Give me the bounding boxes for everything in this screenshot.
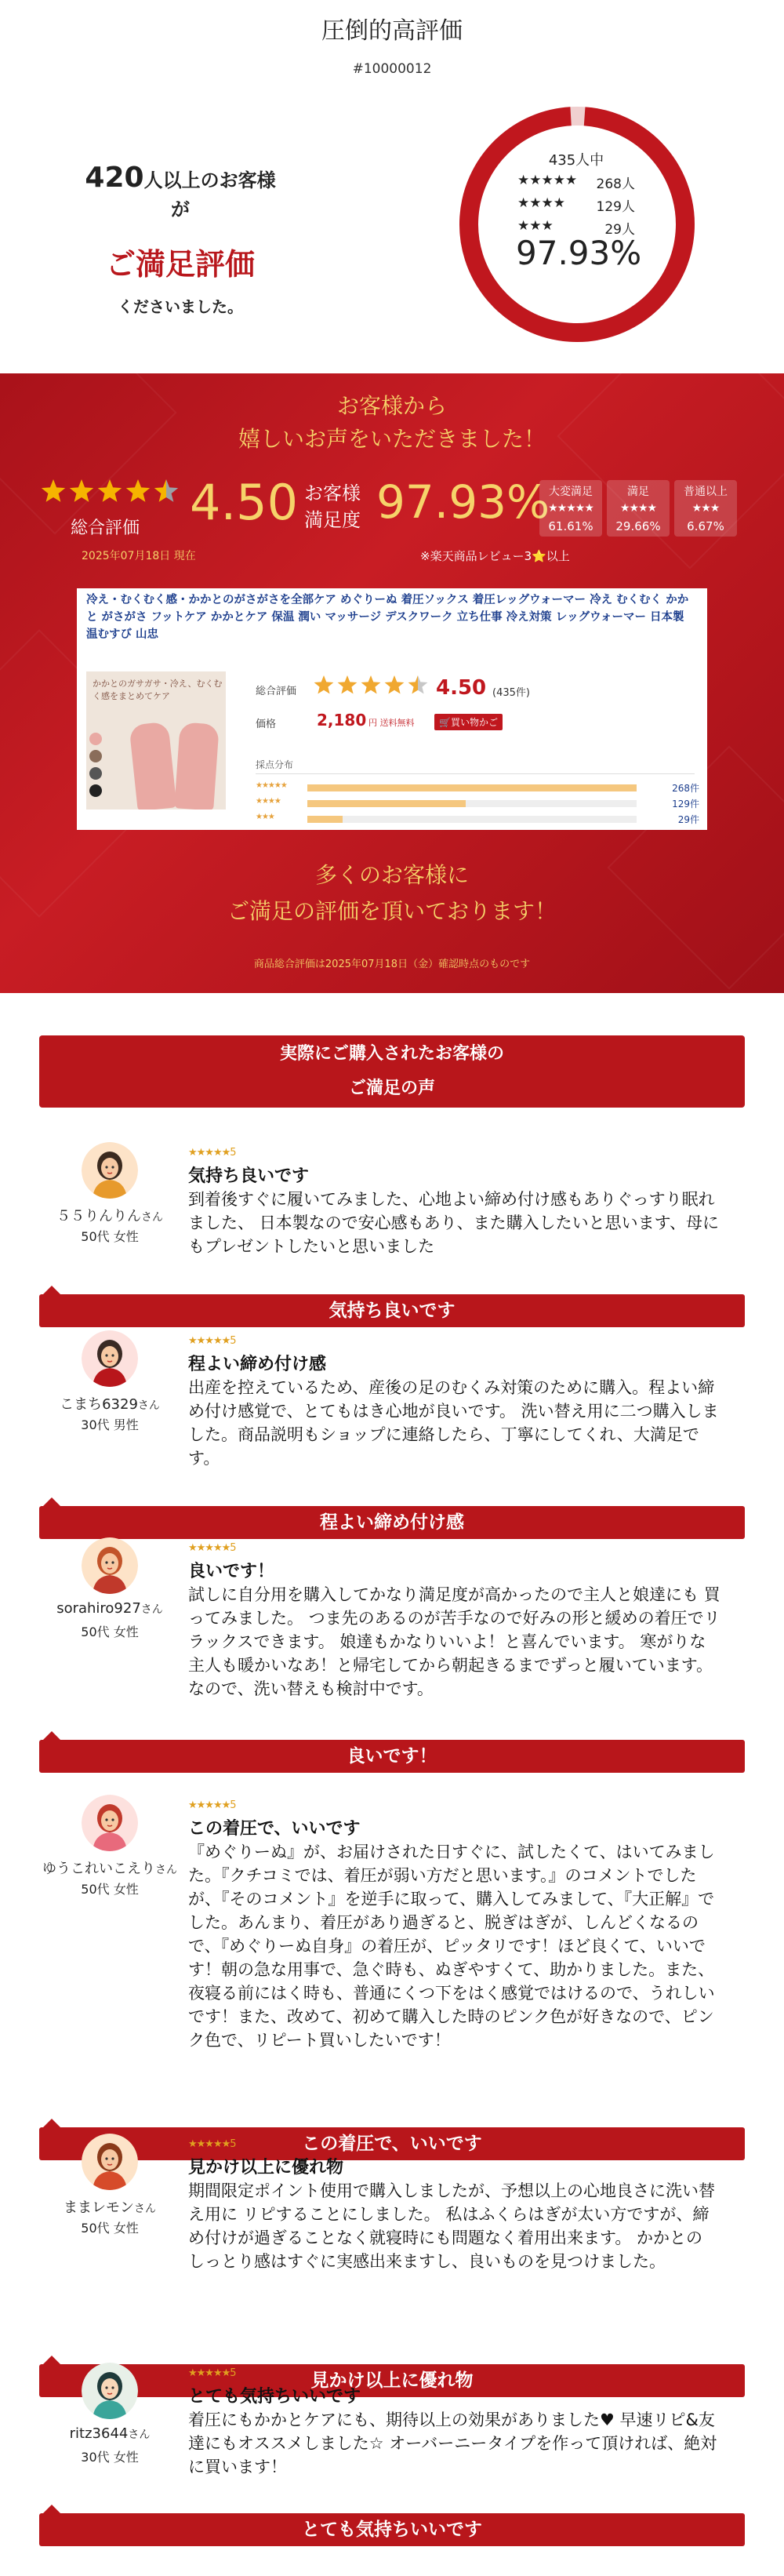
distribution-row-3[interactable]: [256, 813, 699, 825]
distribution-stars: ★★★★: [256, 797, 281, 806]
reviewer-avatar: [82, 1795, 138, 1851]
reviewer-name: [31, 2196, 188, 2217]
overall-stars: [41, 478, 182, 505]
closing-heading-2: ご満足の評価を頂いております！: [227, 898, 557, 924]
reviewer-avatar: [82, 1142, 138, 1199]
review-score: 5: [230, 2138, 236, 2150]
review-title-banner: 見かけ以上に優れ物: [39, 2364, 745, 2397]
review-stars-glyphs: ★★★★★: [188, 2367, 230, 2379]
lead-block: [78, 162, 282, 317]
product-sku: #10000012: [352, 61, 432, 77]
donut-legend: [516, 149, 642, 272]
color-swatch: [89, 750, 102, 762]
donut-row-count: 29人: [604, 222, 635, 238]
reviewer-age: 50代 女性: [81, 1882, 139, 1897]
card-rating-score: 4.50: [436, 676, 487, 700]
review-body: 試しに自分用を購入してかなり満足度が高かったので主人と娘達にも 買ってみました。 つま先のあるのが苦手なので好みの形と緩めの着圧でリラックスできます。 娘達もかなりいいよ！と喜んでいます。 寒がりな主人も暖かいなあ！と帰宅してから朝起きるまでずっと履いています。 なので、洗い替えも検討中です。: [188, 1585, 720, 1698]
reviewer-name: [31, 1857, 188, 1878]
star-icon: [98, 479, 122, 502]
distribution-count[interactable]: 268件: [672, 783, 699, 794]
donut-total-label: 435人中: [548, 152, 604, 169]
reviewer-name-text: ５５りんりん: [56, 1208, 141, 1224]
donut-percent: 97.93%: [516, 234, 642, 272]
distribution-bar: [307, 800, 466, 807]
lead-count-suffix: 人以上のお客様が: [143, 169, 276, 220]
review-stars: [188, 1335, 236, 1347]
badge-percent: 61.61%: [548, 519, 593, 533]
card-price-unit: 円 送料無料: [368, 718, 415, 728]
review-stars-glyphs: ★★★★★: [188, 1335, 230, 1347]
star-icon: [385, 675, 405, 694]
distribution-stars: ★★★★★: [256, 781, 287, 790]
reviewer-name-text: ゆうこれいこえり: [42, 1861, 155, 1877]
avatar-icon: [82, 2134, 138, 2190]
overall-date: 2025年07月18日 現在: [82, 550, 196, 562]
review-title: 程よい締め付け感: [188, 1355, 327, 1374]
rating-badges: [539, 480, 737, 537]
review-title: 気持ち良いです: [188, 1166, 310, 1186]
avatar-icon: [82, 2363, 138, 2419]
star-icon: [314, 675, 334, 694]
donut-row-count: 268人: [596, 176, 635, 192]
distribution-stars: ★★★: [256, 813, 274, 821]
overall-label: 総合評価: [71, 518, 140, 538]
donut-row-4: [517, 195, 635, 215]
satisfaction-note: ※楽天商品レビュー3⭐以上: [420, 549, 570, 563]
badge-stars: ★★★★★: [548, 502, 593, 515]
distribution-count[interactable]: 29件: [677, 814, 699, 825]
distribution-bar: [307, 816, 343, 823]
color-swatch: [89, 784, 102, 797]
review-body: 期間限定ポイント使用で購入しましたが、予想以上の心地良さに洗い替え用に リピすることにしました。 私はふくらはぎが太い方ですが、締め付けが過ぎることなく就寝時にも問題なく着用出来ます。 かかとの しっとり感はすぐに実感出来ますし、良いものを見つけました。: [188, 2181, 715, 2271]
review-score: 5: [230, 1799, 236, 1811]
reviewer-avatar: [82, 1330, 138, 1387]
reviewer-name-suffix: さん: [137, 1399, 160, 1412]
review-stars: [188, 1147, 236, 1159]
distribution-track: [307, 816, 637, 823]
reviewer-age: 30代 男性: [81, 1417, 139, 1432]
page-title: 圧倒的高評価: [321, 17, 463, 45]
satisfaction-label-2: 満足度: [304, 509, 361, 531]
review-title: 見かけ以上に優れ物: [188, 2158, 344, 2178]
reviewer-age: 50代 女性: [81, 1625, 139, 1639]
distribution-row-4[interactable]: [256, 797, 699, 810]
lead-headline: ご満足評価: [105, 247, 255, 282]
distribution-row-5[interactable]: [256, 781, 699, 794]
donut-row-count: 129人: [596, 199, 635, 215]
star-icon: [154, 479, 178, 502]
card-distribution-label: 採点分布: [256, 759, 294, 770]
review-title: とても気持ちいいです: [188, 2387, 361, 2407]
card-divider: [256, 773, 695, 774]
reviewer-name: [31, 1600, 188, 1617]
distribution-track: [307, 800, 637, 807]
avatar-icon: [82, 1537, 138, 1594]
color-swatch: [89, 767, 102, 780]
badge-satisfied: [607, 480, 670, 537]
badge-stars: ★★★: [691, 502, 720, 515]
avatar-icon: [82, 1795, 138, 1851]
add-to-cart-label: 買い物かご: [450, 717, 498, 728]
review-body: 『めぐりーぬ』が、お届けされた日すぐに、試したくて、はいてみました。『クチコミでは、着圧が弱い方だと思います。』のコメントでしたが、『そのコメント』を逆手に取って、購入してみまして、『大正解』でした。あんまり、着圧があり過ぎると、脱ぎはぎが、しんどくなるので、『めぐりーぬ自身』の着圧が、ピッタリです！ほど良くて、いいです！朝の急な用事で、急ぐ時も、ぬぎやすくて、助かりました。また、夜寝る前にはく時も、普通にくつ下をはく感覚ではけるので、うれしいです！また、改めて、初めて購入した時のピンク色が好きなので、ピンク色で、リピート買いしたいです！: [188, 1843, 715, 2050]
review-stars-glyphs: ★★★★★: [188, 2138, 230, 2150]
review-title-banner: 気持ち良いです: [39, 1294, 745, 1327]
review-title-banner: この着圧で、いいです: [39, 2127, 745, 2160]
badge-above-average: [674, 480, 737, 537]
reviewer-age: 50代 女性: [81, 2221, 139, 2236]
product-leg-illustration: [129, 722, 176, 810]
distribution-bar: [307, 784, 637, 791]
cart-icon: 🛒: [439, 717, 451, 728]
review-title: この着圧で、いいです: [188, 1819, 361, 1839]
card-review-count[interactable]: (435件): [492, 687, 530, 699]
reviewer-name-suffix: さん: [134, 2203, 156, 2215]
review-score: 5: [230, 1542, 236, 1554]
lead-count-line: [78, 162, 282, 221]
star-icon: [361, 675, 381, 694]
reviewer-name-text: こまち6329: [60, 1396, 138, 1413]
reviewer-name: [31, 1393, 188, 1414]
add-to-cart-button[interactable]: [434, 714, 503, 730]
closing-heading-1: 多くのお客様に: [314, 862, 469, 888]
review-title-banner: 良いです！: [39, 1740, 745, 1773]
badge-percent: 29.66%: [615, 519, 661, 533]
review-stars-glyphs: ★★★★★: [188, 1799, 230, 1811]
lead-count: 420: [85, 162, 144, 194]
review-stars-glyphs: ★★★★★: [188, 1542, 230, 1554]
product-image[interactable]: [86, 671, 226, 810]
voices-banner-line-1: 実際にご購入されたお客様の: [279, 1044, 504, 1064]
product-image-caption: かかとのガサガサ・冷え、むくむく感をまとめてケア: [93, 679, 223, 701]
reviewer-age: 50代 女性: [81, 1229, 139, 1244]
product-review-card: [77, 588, 707, 830]
review-title-banner: とても気持ちいいです: [39, 2513, 745, 2546]
satisfaction-label: [304, 480, 361, 533]
card-price: 2,180: [317, 711, 367, 730]
card-price-label: 価格: [256, 719, 277, 730]
reviewer-name-suffix: さん: [141, 1211, 163, 1224]
badge-very-satisfied: [539, 480, 602, 537]
avatar-icon: [82, 1330, 138, 1387]
reviewer-name-suffix: さん: [128, 2429, 151, 2441]
review-body: 着圧にもかかとケアにも、期待以上の効果がありました♥ 早速リピ&友達にもオススメしました☆ オーバーニータイプを作って頂ければ、絶対に買います！: [188, 2410, 717, 2476]
reviewer-name-suffix: さん: [155, 1864, 177, 1876]
donut-row-stars: ★★★★★: [517, 173, 578, 188]
reviewer-name-suffix: さん: [140, 1603, 163, 1616]
lead-sub: くださいました。: [118, 297, 243, 316]
reviewer-avatar: [82, 1537, 138, 1594]
review-stars: [188, 2367, 236, 2379]
reviewer-name: [31, 1205, 188, 1225]
product-leg-illustration: [174, 722, 220, 810]
voices-section: [0, 373, 784, 993]
badge-percent: 6.67%: [687, 519, 724, 533]
voices-heading-1: お客様から: [336, 393, 447, 419]
satisfaction-label-1: お客様: [304, 482, 361, 504]
badge-name: 満足: [627, 486, 649, 498]
review-score: 5: [230, 1147, 236, 1159]
avatar-icon: [82, 1142, 138, 1199]
review-title: 良いです！: [188, 1562, 275, 1581]
reviewer-avatar: [82, 2363, 138, 2419]
reviewer-name: [31, 2425, 188, 2442]
review-stars: [188, 1542, 236, 1554]
reviewer-age: 30代 女性: [81, 2450, 139, 2465]
review-stars: [188, 2138, 236, 2150]
review-score: 5: [230, 2367, 236, 2379]
reviewer-name-text: ままレモン: [64, 2199, 134, 2216]
star-icon: [126, 479, 150, 502]
rating-footnote: 商品総合評価は2025年07月18日（金）確認時点のものです: [253, 959, 531, 970]
donut-row-stars: ★★★★: [517, 195, 565, 211]
star-icon: [338, 675, 358, 694]
product-title-link[interactable]: 冷え・むくむく感・かかとのがさがさを全部ケア めぐりーぬ 着圧ソックス 着圧レッグウォーマー 冷え むくむく かかと がさがさ フットケア かかとケア 保温 潤い マッサージ デスクワーク 立ち仕事 冷え対策 レッグウォーマー 日本製 温むすび 山忠: [86, 594, 689, 641]
satisfaction-percent: 97.93%: [376, 475, 550, 529]
badge-name: 普通以上: [684, 486, 728, 498]
review-stars-glyphs: ★★★★★: [188, 1147, 230, 1159]
reviewer-name-text: ritz3644: [69, 2425, 129, 2442]
badge-name: 大変満足: [549, 486, 593, 498]
voices-heading-2: 嬉しいお声をいただきました！: [238, 426, 546, 452]
star-icon: [408, 675, 428, 694]
review-body: 出産を控えているため、産後の足のむくみ対策のために購入。程よい締め付け感覚で、とてもはき心地が良いです。 洗い替え用に二つ購入しました。商品説明もショップに連絡したら、丁寧にしてくれ、大満足です。: [188, 1378, 719, 1468]
badge-stars: ★★★★: [619, 502, 657, 515]
voices-banner-line-2: ご満足の声: [348, 1079, 435, 1098]
customer-voices-banner: [39, 1035, 745, 1108]
distribution-track: [307, 784, 637, 791]
card-rating-stars: [314, 675, 431, 700]
review-body: 到着後すぐに履いてみました、心地よい締め付け感もありぐっすり眠れました、 日本製なので安心感もあり、また購入したいと思います、母にもプレゼントしたいと思いました: [188, 1190, 719, 1256]
reviewer-name-text: sorahiro927: [56, 1600, 141, 1617]
donut-row-stars: ★★★: [517, 218, 554, 234]
card-rating-label: 総合評価: [256, 686, 297, 697]
star-icon: [70, 479, 93, 502]
color-swatch: [89, 733, 102, 745]
distribution-count[interactable]: 129件: [672, 799, 699, 810]
review-title-banner: 程よい締め付け感: [39, 1506, 745, 1539]
reviewer-avatar: [82, 2134, 138, 2190]
overall-score: 4.50: [190, 474, 299, 531]
review-stars: [188, 1799, 236, 1811]
review-score: 5: [230, 1335, 236, 1347]
star-icon: [42, 479, 65, 502]
donut-row-5: [517, 173, 635, 192]
